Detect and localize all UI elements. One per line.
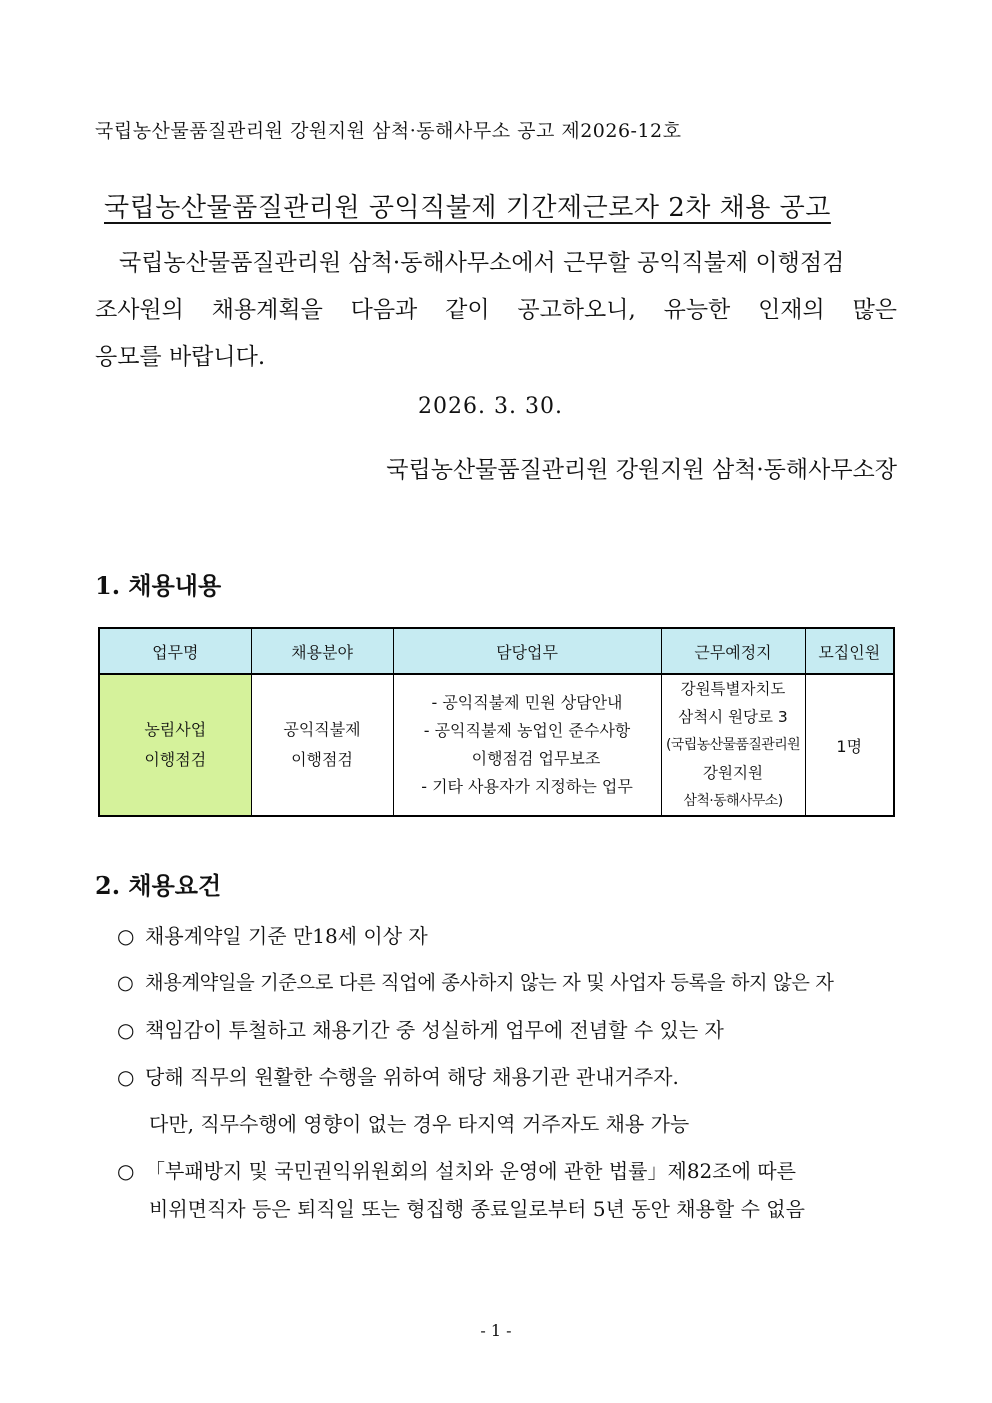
location-line: 삼척시 원당로 3 [678,708,788,726]
header-task-name: 업무명 [99,628,251,674]
bullet-circle-icon: ○ [117,971,134,994]
cell-duties [393,674,661,816]
location-line: 강원지원 [703,764,763,782]
requirement-text: 「부패방지 및 국민권익위원회의 설치와 운영에 관한 법률」제82조에 따른 [145,1159,796,1183]
field-line: 공익직불제 [283,720,361,739]
header-location: 근무예정지 [661,628,805,674]
duty-item: - 공익직불제 민원 상담안내 [431,693,623,712]
task-name-line: 농림사업 [144,720,207,739]
cell-headcount: 1명 [805,674,894,816]
location-line: 강원특별자치도 [680,680,786,698]
requirement-continuation: 다만, 직무수행에 영향이 없는 경우 타지역 거주자도 채용 가능 [149,1112,690,1136]
bullet-circle-icon: ○ [117,1018,135,1042]
notice-number: 국립농산물품질관리원 강원지원 삼척·동해사무소 공고 제2026-12호 [95,120,682,142]
bullet-circle-icon: ○ [117,1065,135,1089]
cell-location [661,674,805,816]
bullet-circle-icon: ○ [117,1159,135,1183]
location-line: 삼척·동해사무소) [683,793,783,809]
requirement-item [117,920,428,949]
notice-date: 2026. 3. 30. [418,394,563,419]
duty-item: - 공익직불제 농업인 준수사항 [423,721,631,740]
requirement-item [117,1014,724,1043]
requirement-item [117,1155,796,1184]
requirement-item [117,1061,679,1090]
requirement-text: 채용계약일 기준 만18세 이상 자 [145,924,428,948]
intro-line-1: 국립농산물품질관리원 삼척·동해사무소에서 근무할 공익직불제 이행점검 [119,250,845,276]
intro-line-2: 조사원의 채용계획을 다음과 같이 공고하오니, 유능한 인재의 많은 [95,297,897,323]
requirement-text: 책임감이 투철하고 채용기간 중 성실하게 업무에 전념할 수 있는 자 [145,1018,724,1042]
duty-item: - 기타 사용자가 지정하는 업무 [421,777,633,796]
requirement-text: 당해 직무의 원활한 수행을 위하여 해당 채용기관 관내거주자. [145,1065,679,1089]
requirement-item [117,967,833,995]
header-headcount: 모집인원 [805,628,894,674]
duty-item-continuation: 이행점검 업무보조 [471,749,601,768]
field-line: 이행점검 [291,750,353,769]
task-name-line: 이행점검 [144,750,207,769]
intro-line-3: 응모를 바랍니다. [95,344,266,370]
requirement-continuation: 비위면직자 등은 퇴직일 또는 형집행 종료일로부터 5년 동안 채용할 수 없음 [149,1197,805,1221]
section-2-heading: 2. 채용요건 [95,871,222,900]
section-1-heading: 1. 채용내용 [95,571,222,600]
issuer-name: 국립농산물품질관리원 강원지원 삼척·동해사무소장 [386,457,897,483]
cell-field [251,674,393,816]
table-header-row [99,628,894,674]
table-row [99,674,894,816]
requirement-text: 채용계약일을 기준으로 다른 직업에 종사하지 않는 자 및 사업자 등록을 하지 않은 자 [145,971,834,994]
recruitment-table [98,627,895,817]
header-duties: 담당업무 [393,628,661,674]
cell-task-name [99,674,251,816]
bullet-circle-icon: ○ [117,924,135,948]
page-title: 국립농산물품질관리원 공익직불제 기간제근로자 2차 채용 공고 [104,193,831,223]
header-field: 채용분야 [251,628,393,674]
location-line: (국립농산물품질관리원 [665,737,801,753]
page-number: - 1 - [480,1321,512,1340]
